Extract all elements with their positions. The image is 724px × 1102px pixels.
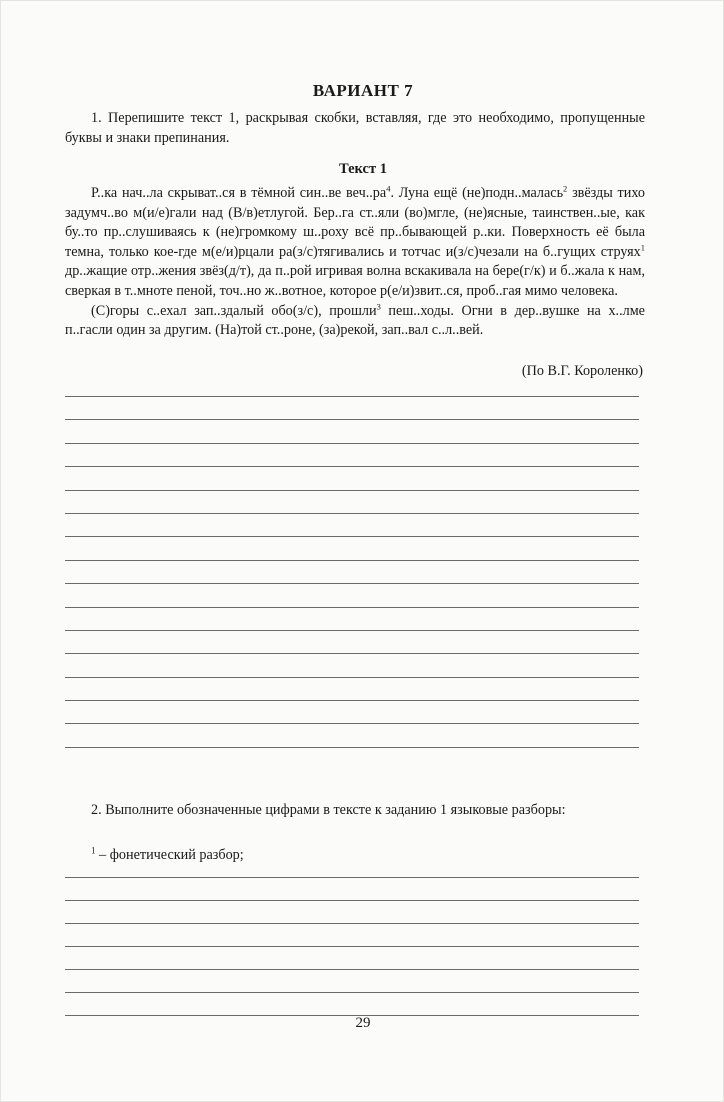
footnote-marker: 2	[563, 183, 568, 194]
answer-line	[65, 653, 639, 654]
answer-line	[65, 700, 639, 701]
answer-line	[65, 877, 639, 878]
answer-lines-task-1	[65, 396, 639, 770]
answer-line	[65, 747, 639, 748]
text-fragment: пеш..ходы. Огни в дер..вушке на х..лме п..гасли один за другим. (На)той ст..роне, (за)рекой, зап..вал с..л..вей.	[65, 302, 645, 339]
text-1-title: Текст 1	[339, 161, 387, 177]
text-fragment: . Луна ещё (не)подн..малась	[390, 185, 564, 201]
text-fragment: др..жащие отр..жения звёз(д/т), да п..рой игривая волна вскакивала на бере(г/к) и б..жала к нам, сверкая в т..мноте пеной, точ..но ж..вотное, которое р(е/и)звит..ся, проб..гая мимо человека.	[65, 263, 645, 299]
answer-line	[65, 396, 639, 397]
text-1-paragraph-1	[65, 184, 645, 302]
answer-line	[65, 630, 639, 631]
task-1-instruction: 1. Перепишите текст 1, раскрывая скобки, вставляя, где это необходимо, пропущенные буквы и знаки препинания.	[65, 110, 645, 146]
footnote-marker: 1	[91, 845, 96, 856]
text-fragment: (С)горы с..ехал зап..здалый обо(з/с), прошли	[91, 302, 377, 319]
task-2-item-1	[65, 846, 645, 866]
footnote-marker: 1	[640, 242, 645, 253]
footnote-marker: 3	[376, 300, 381, 311]
answer-line	[65, 946, 639, 947]
text-1-paragraph-2	[65, 302, 645, 341]
page-number: 29	[355, 1015, 371, 1031]
text-source: (По В.Г. Короленко)	[521, 363, 643, 379]
answer-line	[65, 466, 639, 467]
answer-line	[65, 583, 639, 584]
task-2-instruction: 2. Выполните обозначенные цифрами в тексте к заданию 1 языковые разборы:	[91, 802, 566, 818]
answer-line	[65, 900, 639, 901]
answer-line	[65, 560, 639, 561]
text-1-body	[65, 184, 645, 341]
answer-line	[65, 443, 639, 444]
answer-line	[65, 513, 639, 514]
text-fragment: звёзды тихо задумч..во м(и/е)гали над (В/в)етлугой. Бер..га ст..яли (во)мгле, (не)ясные, таинствен..ые, как бу..то пр..слушиваясь к (не)громкому ш..роху всё пр..бывающей р..ки. Поверхность её была темна, только кое-где м(е/и)рцали ра(з/с)тягивались и тотчас и(з/с)чезали на б..гущих струях	[65, 185, 645, 260]
text-fragment: Р..ка нач..ла скрыват..ся в тёмной син..ве веч..ра	[91, 185, 387, 201]
answer-line	[65, 969, 639, 970]
footnote-marker: 4	[386, 183, 391, 194]
answer-line	[65, 992, 639, 993]
answer-line	[65, 419, 639, 420]
answer-line	[65, 923, 639, 924]
answer-line	[65, 607, 639, 608]
answer-line	[65, 536, 639, 537]
answer-line	[65, 490, 639, 491]
item-label: – фонетический разбор;	[95, 847, 244, 863]
answer-line	[65, 723, 639, 724]
answer-lines-task-2	[65, 877, 639, 1038]
answer-line	[65, 677, 639, 678]
variant-title: ВАРИАНТ 7	[312, 81, 414, 100]
